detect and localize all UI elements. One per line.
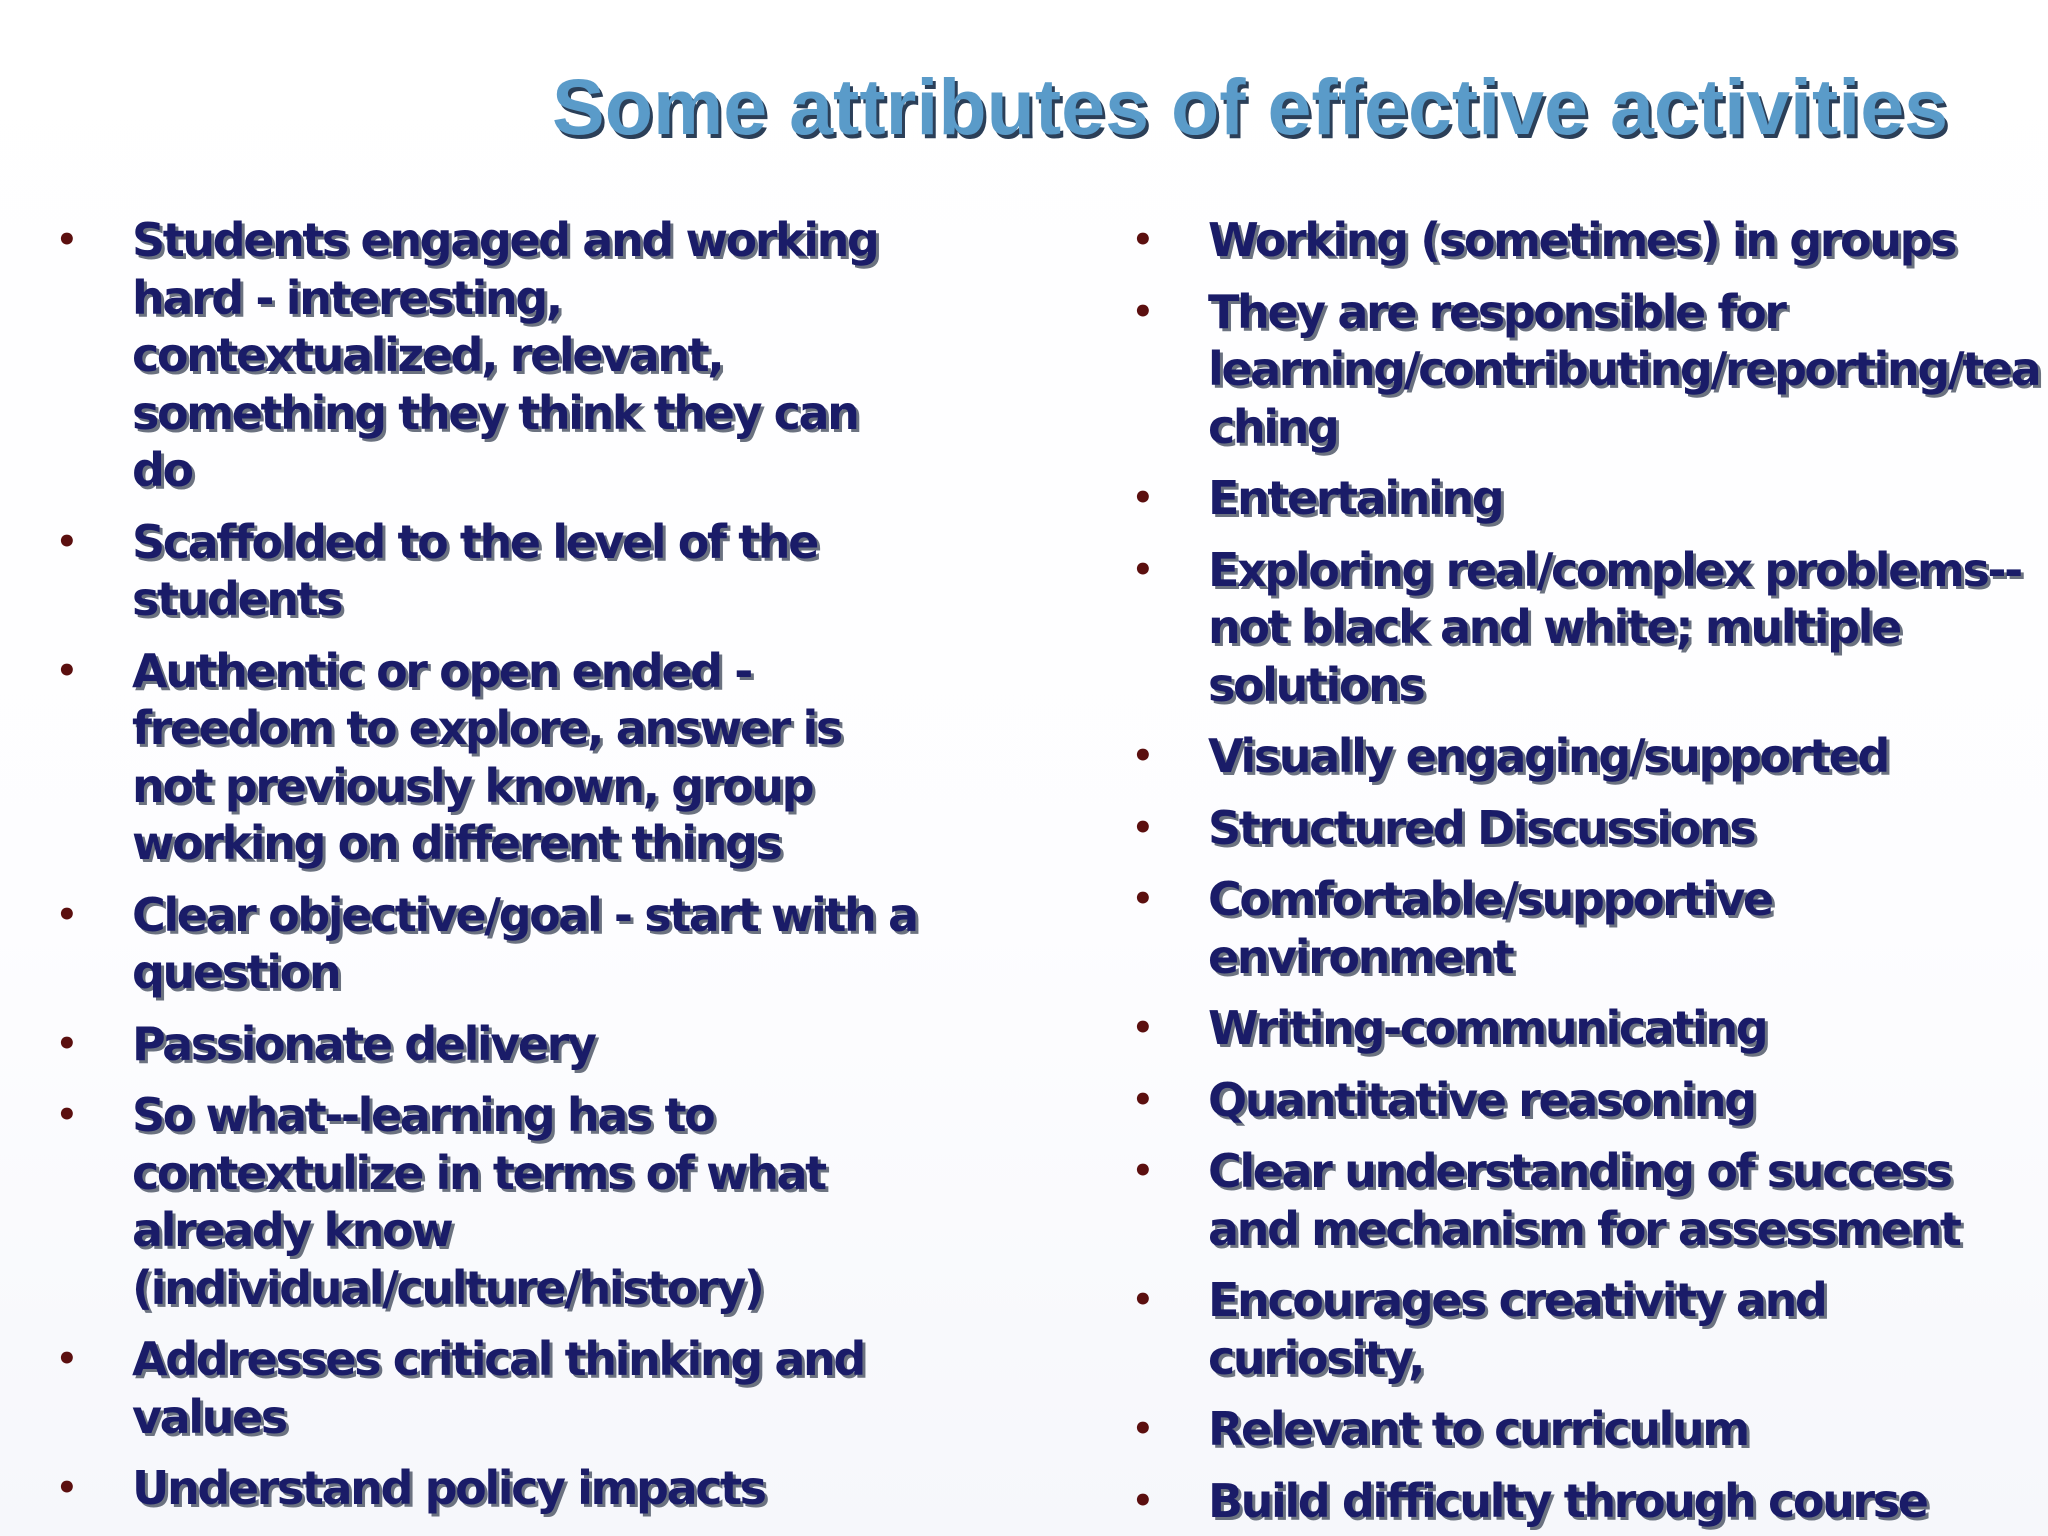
list-item — [56, 1087, 922, 1317]
bullet-icon: • — [56, 1023, 78, 1064]
list-item-text: Exploring real/complex problems--not black and white; multiple solutions — [1208, 542, 2021, 712]
list-item-text: Understand policy impacts — [132, 1461, 765, 1515]
bullet-icon: • — [1132, 478, 1154, 518]
bullet-icon: • — [1132, 1079, 1154, 1120]
list-item — [1132, 470, 2048, 528]
bullet-icon: • — [56, 220, 78, 260]
slide-title: Some attributes of effective activities — [552, 62, 1949, 151]
list-item-text: Writing-communicating — [1208, 1001, 1767, 1055]
list-item-text: Clear objective/goal - start with a question — [132, 887, 917, 999]
list-item-text: Build difficulty through course — [1208, 1473, 1927, 1528]
bullet-icon: • — [56, 894, 78, 935]
list-item-text: Entertaining — [1208, 471, 1503, 525]
list-item — [1132, 1072, 2048, 1130]
list-item-text: Visually engaging/supported — [1208, 729, 1888, 783]
list-item-text: Working (sometimes) in groups — [1208, 213, 1956, 267]
list-item — [1132, 212, 2048, 270]
bullet-icon: • — [1132, 1409, 1154, 1449]
list-item-text: Authentic or open ended - freedom to explore, answer is not previously known, group working on different things — [132, 643, 841, 870]
bullet-icon: • — [1132, 220, 1154, 260]
list-item — [1132, 800, 2048, 858]
list-item — [56, 212, 922, 500]
list-item — [56, 887, 922, 1002]
list-item-text: Comfortable/supportive environment — [1208, 872, 1772, 984]
list-item-text: Relevant to curriculum — [1208, 1402, 1748, 1456]
bullet-icon: • — [1132, 291, 1154, 332]
list-item — [56, 643, 922, 873]
list-item — [1132, 542, 2048, 715]
list-item — [56, 1460, 922, 1518]
list-item-text: Scaffolded to the level of the students — [132, 514, 817, 626]
bullet-icon: • — [1132, 1151, 1154, 1191]
list-item-text: Addresses critical thinking and values — [132, 1332, 864, 1444]
list-item — [1132, 1272, 2048, 1387]
bullet-icon: • — [56, 1468, 78, 1508]
list-item-text: So what--learning has to contextulize in terms of what already know (individual/culture/history) — [132, 1088, 825, 1315]
list-item — [1132, 1000, 2048, 1058]
left-bullet-list — [56, 212, 922, 1532]
bullet-icon: • — [1132, 1280, 1154, 1320]
list-item-text: Structured Discussions — [1208, 800, 1755, 855]
list-item — [1132, 284, 2048, 457]
bullet-icon: • — [1132, 736, 1154, 776]
bullet-icon: • — [1132, 1008, 1154, 1048]
bullet-icon: • — [1132, 879, 1154, 919]
bullet-icon: • — [1132, 807, 1154, 848]
list-item-text: Students engaged and working hard - interesting, contextualized, relevant, something they think they can do — [132, 213, 878, 497]
list-item-text: Encourages creativity and curiosity, — [1208, 1273, 1826, 1385]
bullet-icon: • — [1132, 549, 1154, 590]
list-item — [56, 514, 922, 629]
bullet-icon: • — [1132, 1480, 1154, 1521]
right-bullet-list — [1132, 212, 2048, 1536]
list-item-text: Passionate delivery — [132, 1016, 595, 1071]
list-item — [1132, 728, 2048, 786]
list-item — [56, 1016, 922, 1074]
list-item-text: They are responsible for learning/contributing/reporting/teaching — [1208, 284, 2040, 454]
list-item — [1132, 1473, 2048, 1531]
list-item — [1132, 1143, 2048, 1258]
list-item — [56, 1331, 922, 1446]
bullet-icon: • — [56, 650, 78, 691]
list-item — [1132, 1401, 2048, 1459]
list-item-text: Quantitative reasoning — [1208, 1072, 1755, 1127]
list-item-text: Clear understanding of success and mechanism for assessment — [1208, 1144, 1960, 1256]
list-item — [1132, 871, 2048, 986]
bullet-icon: • — [56, 521, 78, 562]
bullet-icon: • — [56, 1339, 78, 1379]
bullet-icon: • — [56, 1095, 78, 1135]
